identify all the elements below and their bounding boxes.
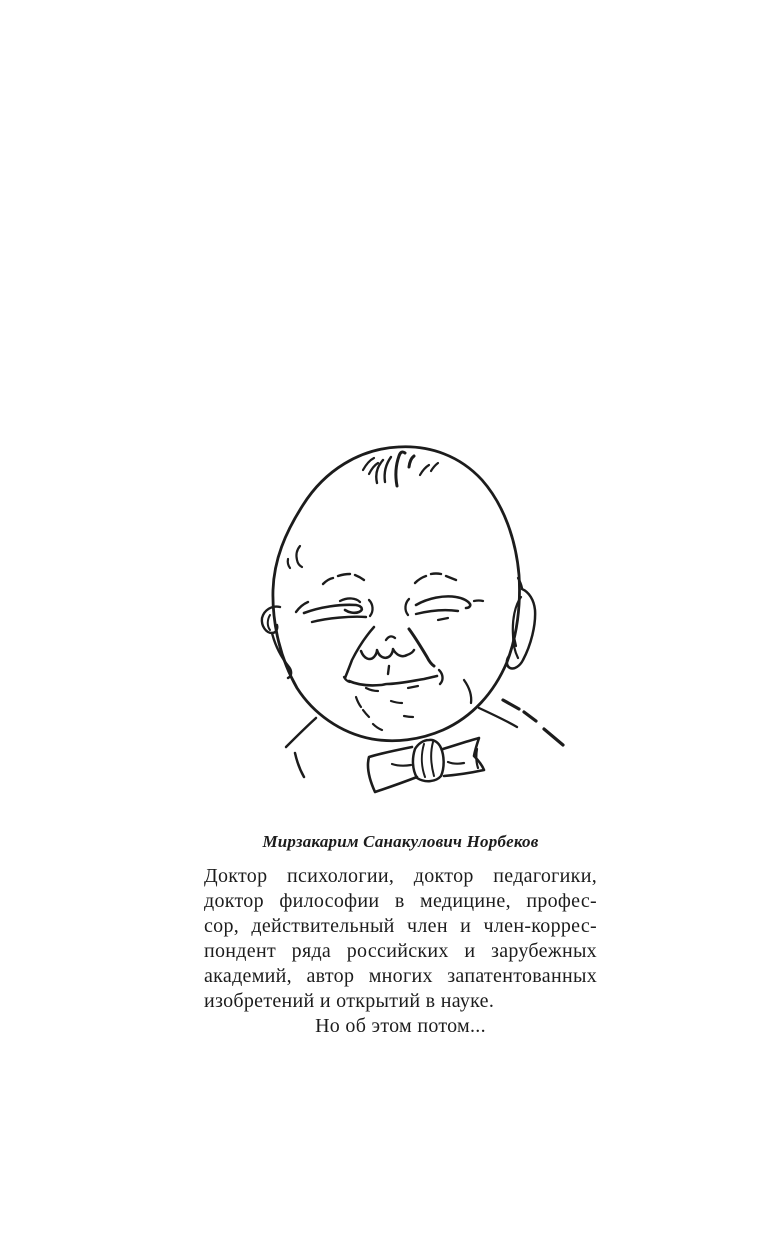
- body-line-closing: Но об этом потом...: [315, 1015, 486, 1037]
- hair-strands: [363, 452, 438, 486]
- body-line: сор, действительный член и член-коррес-: [204, 915, 597, 937]
- bow-tie: [368, 738, 484, 792]
- body-paragraph: [204, 864, 597, 1039]
- body-line: академий, автор многих запатентованных: [204, 965, 597, 987]
- author-name: Мирзакарим Санакулович Норбеков: [262, 832, 539, 851]
- body-line: изобретений и открытий в науке.: [204, 990, 495, 1012]
- nose: [345, 627, 434, 678]
- temple-marks: [288, 546, 302, 568]
- body-line: пондент ряда российских и зарубежных: [204, 940, 597, 962]
- head-outline: [273, 447, 520, 741]
- mouth: [344, 670, 443, 691]
- shoulders: [286, 700, 563, 777]
- portrait-illustration-svg: [240, 430, 590, 810]
- body-line: доктор философии в медицине, профес-: [204, 890, 597, 912]
- eyebrows: [323, 574, 456, 585]
- ears: [262, 578, 535, 678]
- portrait-illustration: [240, 430, 590, 810]
- closed-eyes: [296, 596, 483, 622]
- body-line: Доктор психологии, доктор педагогики,: [204, 865, 597, 887]
